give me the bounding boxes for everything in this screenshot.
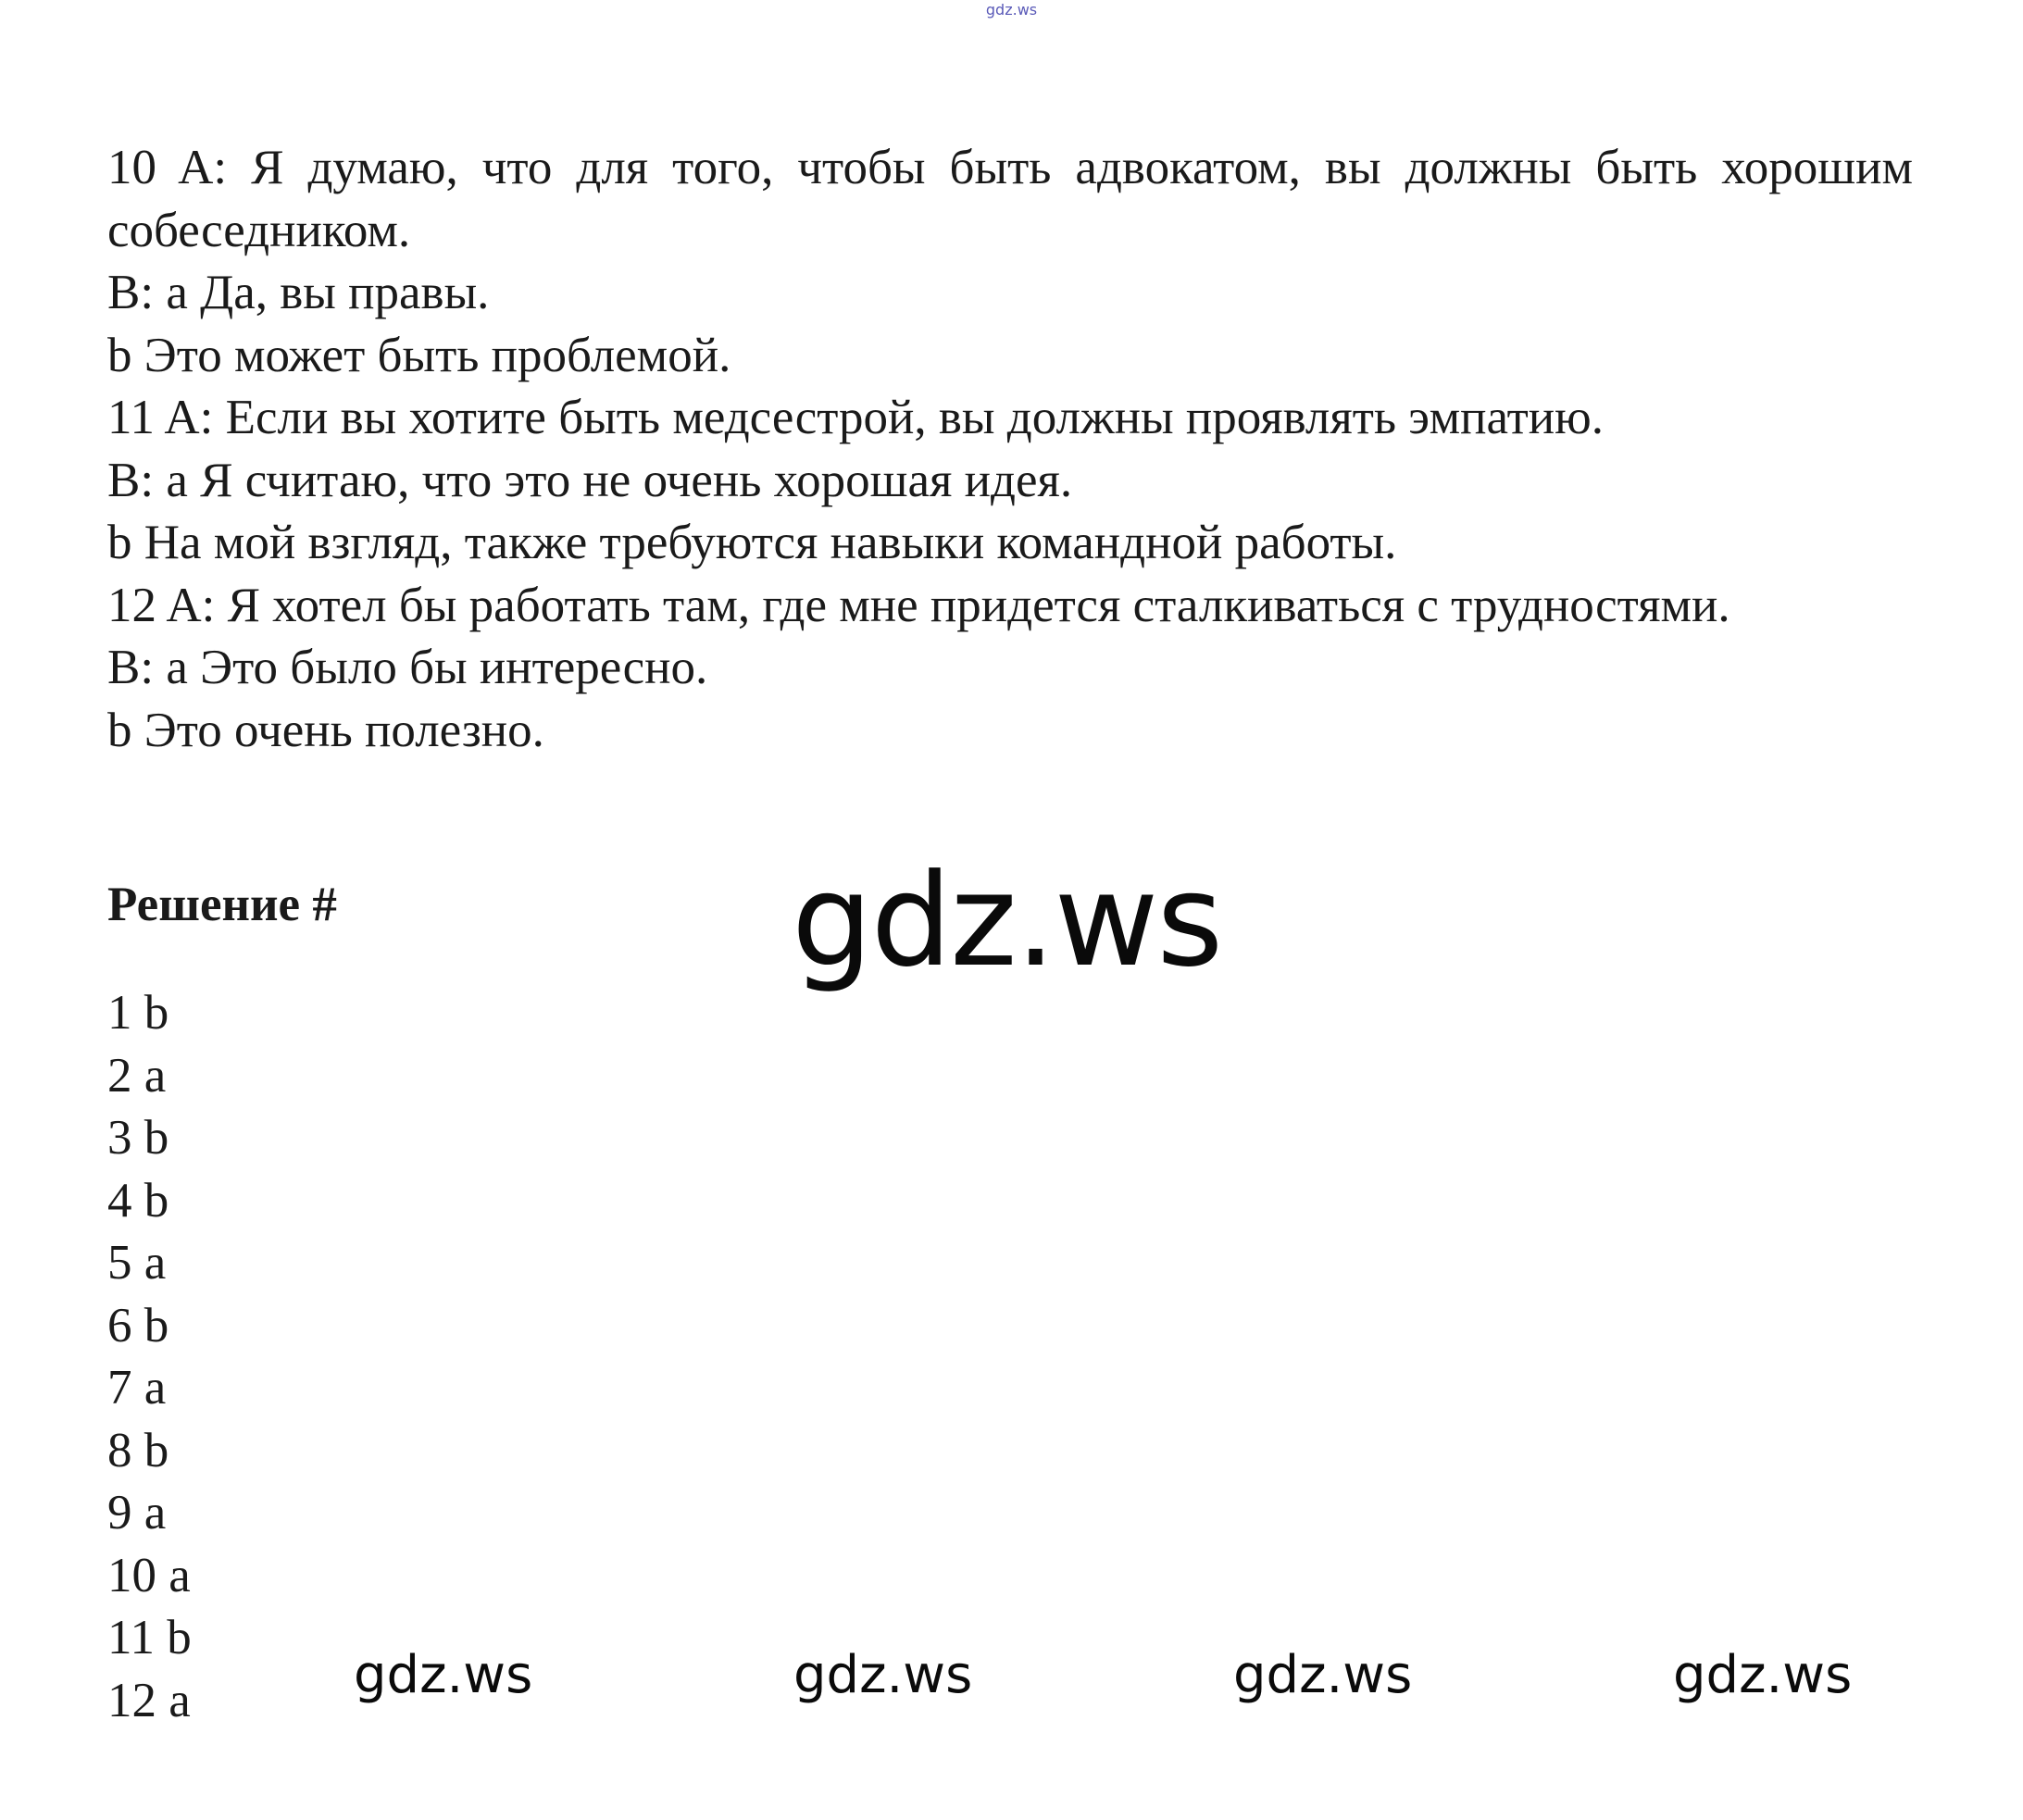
- center-watermark: gdz.ws: [792, 846, 1222, 995]
- answer-item: 4 b: [107, 1173, 169, 1228]
- dialogue-line: B: a Это было бы интересно.: [107, 641, 708, 694]
- answer-item: 10 a: [107, 1548, 191, 1602]
- dialogue-line: 10 A: Я думаю, что для того, чтобы быть адвокатом, вы должны быть хорошим собеседником.: [107, 141, 1913, 257]
- dialogue-line: B: a Я считаю, что это не очень хорошая идея.: [107, 453, 1073, 507]
- dialogue-line: b Это может быть проблемой.: [107, 328, 731, 382]
- dialogue-line: 12 A: Я хотел бы работать там, где мне придется сталкиваться с трудностями.: [107, 578, 1730, 632]
- answer-item: 9 a: [107, 1486, 167, 1540]
- answer-item: 3 b: [107, 1111, 169, 1165]
- dialogue-line: b На мой взгляд, также требуются навыки командной работы.: [107, 516, 1397, 569]
- answer-item: 2 a: [107, 1048, 167, 1103]
- bottom-watermark: gdz.ws: [1233, 1645, 1413, 1705]
- top-watermark: gdz.ws: [985, 1, 1038, 19]
- answer-item: 6 b: [107, 1298, 169, 1353]
- bottom-watermark: gdz.ws: [1673, 1645, 1853, 1705]
- answer-item: 8 b: [107, 1423, 169, 1477]
- dialogue-line: b Это очень полезно.: [107, 703, 544, 757]
- solution-heading: Решение #: [107, 878, 337, 931]
- answer-item: 7 a: [107, 1361, 167, 1415]
- answer-item: 1 b: [107, 986, 169, 1040]
- dialogue-line: B: a Да, вы правы.: [107, 266, 490, 319]
- bottom-watermark: gdz.ws: [354, 1645, 533, 1705]
- bottom-watermark: gdz.ws: [793, 1645, 973, 1705]
- answer-item: 5 a: [107, 1236, 167, 1290]
- answer-list: [107, 982, 192, 1732]
- dialogue-text: [107, 137, 1913, 762]
- answer-item: 11 b: [107, 1611, 192, 1664]
- dialogue-line: 11 A: Если вы хотите быть медсестрой, вы должны проявлять эмпатию.: [107, 391, 1605, 444]
- answer-item: 12 a: [107, 1673, 191, 1727]
